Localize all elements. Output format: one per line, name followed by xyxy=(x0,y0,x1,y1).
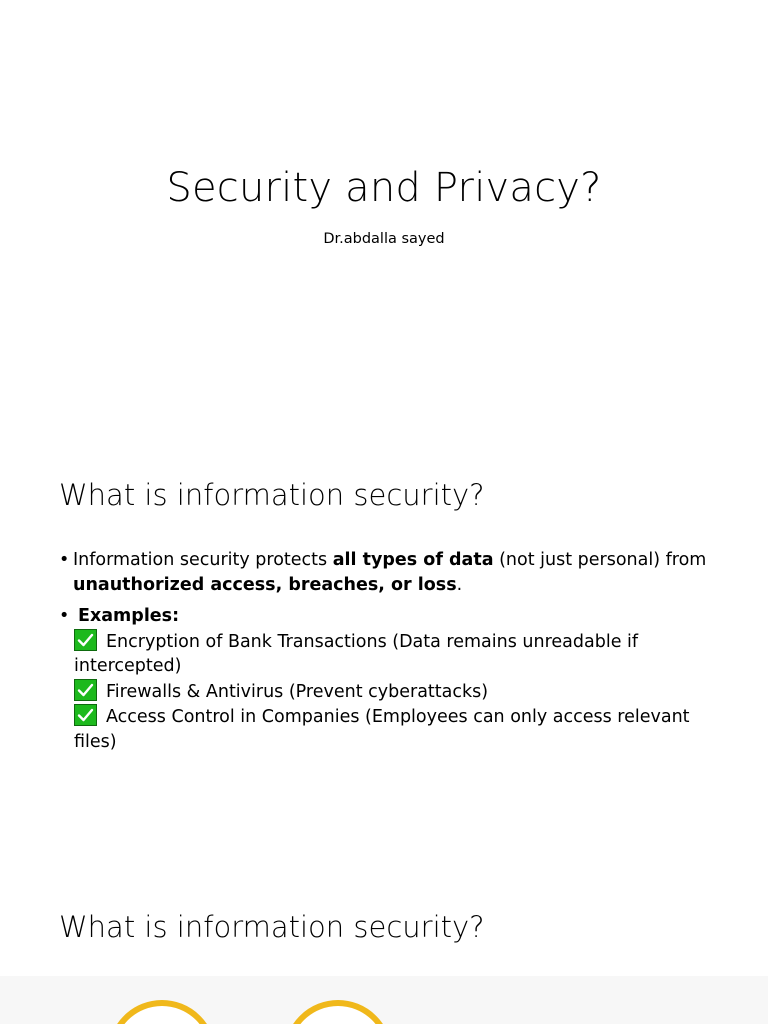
check-mark-icon xyxy=(74,629,97,651)
bullet-list xyxy=(59,548,719,761)
definition-text-1: Information security protects xyxy=(73,550,333,570)
example-item xyxy=(74,629,719,679)
example-item-text: Encryption of Bank Transactions (Data remains unreadable if intercepted) xyxy=(74,631,639,676)
slide-2-heading: What is information security? xyxy=(59,478,485,512)
bullet-dot-icon: • xyxy=(59,550,70,570)
check-mark-icon xyxy=(74,704,97,726)
slide-title xyxy=(0,0,768,432)
bullet-definition xyxy=(59,548,719,597)
slide-3-heading: What is information security? xyxy=(59,910,485,944)
bullet-dot-icon: • xyxy=(59,606,70,626)
example-item xyxy=(74,679,719,705)
definition-text-3: . xyxy=(456,574,463,595)
example-item-text: Access Control in Companies (Employees can only access relevant files) xyxy=(74,707,690,752)
slide-1-subtitle: Dr.abdalla sayed xyxy=(323,231,445,247)
definition-bold-1: all types of data xyxy=(332,550,494,570)
image-area xyxy=(0,976,768,1024)
bullet-examples xyxy=(59,604,719,754)
example-item-text: Firewalls & Antivirus (Prevent cyberattacks) xyxy=(106,681,489,702)
definition-bold-2: unauthorized access, breaches, or loss xyxy=(73,574,457,595)
check-mark-icon xyxy=(74,679,97,701)
examples-label: Examples: xyxy=(78,606,180,626)
definition-text-2: (not just personal) from xyxy=(493,550,707,570)
slide-info-security xyxy=(0,434,768,866)
example-item xyxy=(74,704,719,754)
slide-info-security-2 xyxy=(0,868,768,1024)
slide-1-title: Security and Privacy? xyxy=(166,165,602,211)
